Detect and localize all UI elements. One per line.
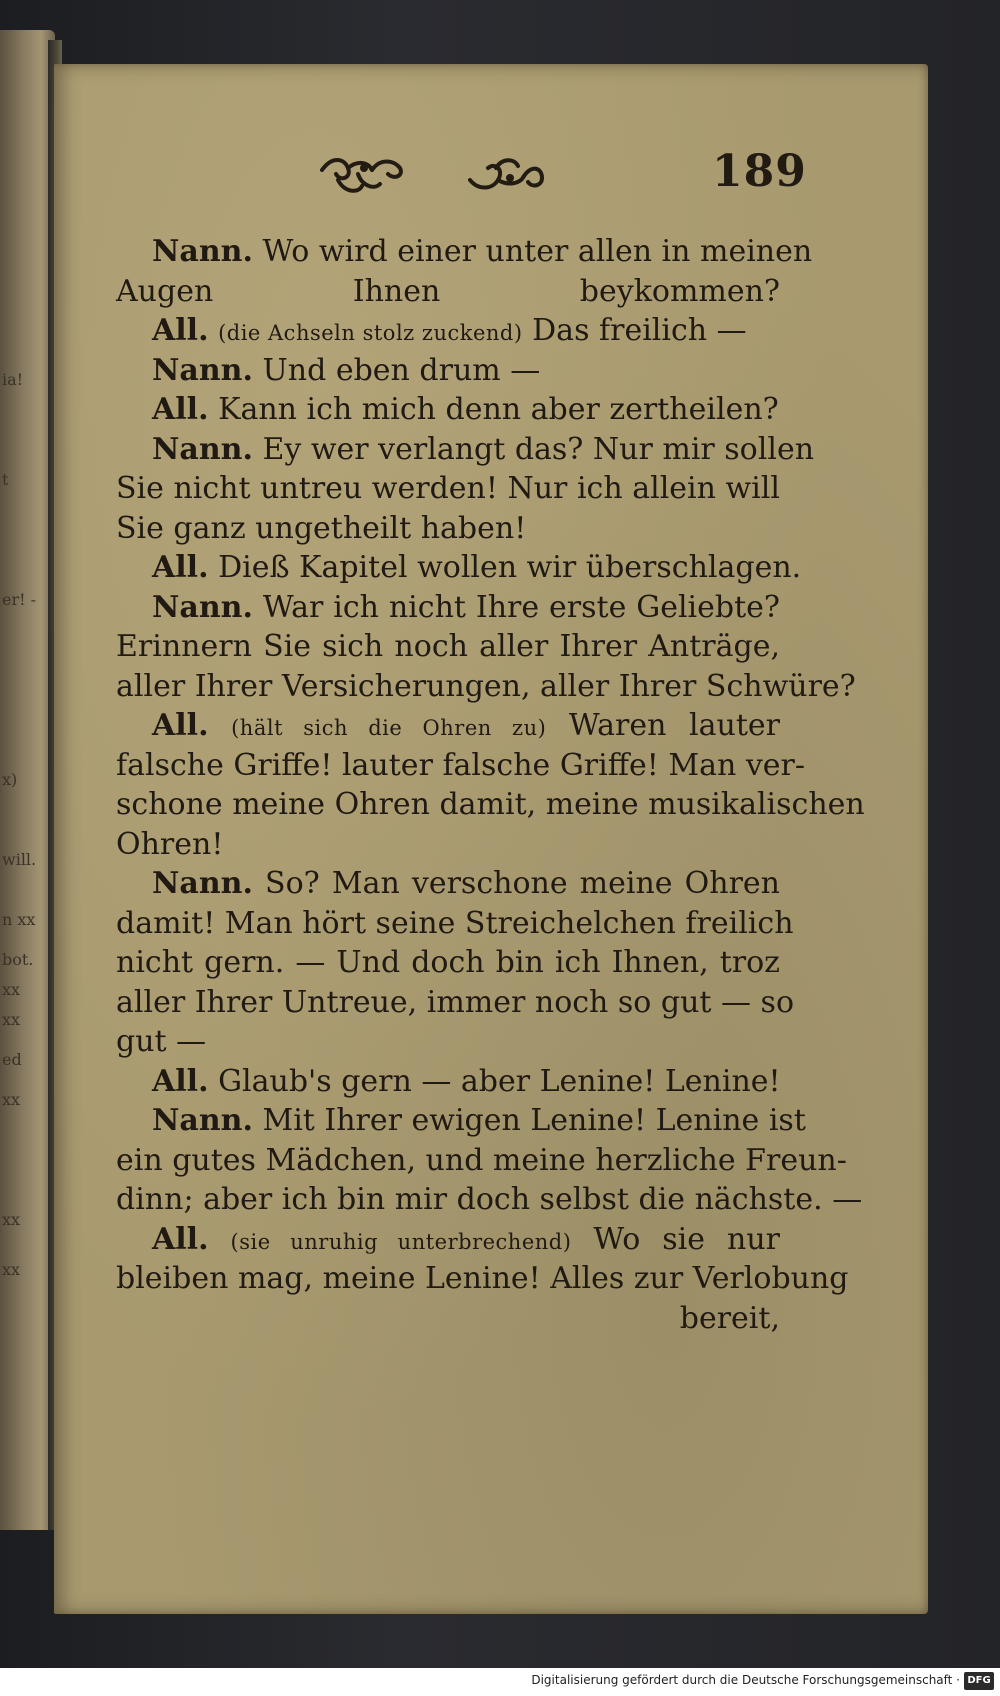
text-line xyxy=(116,509,780,549)
speaker-name: All. xyxy=(152,392,209,427)
footer-bar xyxy=(0,1668,1000,1696)
text-line xyxy=(116,1141,847,1181)
adjacent-page-fragment: x) xyxy=(2,770,18,789)
fleuron-ornament-left-icon xyxy=(318,150,406,198)
text-line xyxy=(116,983,795,1023)
line-text: Augen Ihnen beykommen? xyxy=(116,273,780,309)
line-text: bleiben mag, meine Lenine! Alles zur Verlobung xyxy=(116,1261,849,1296)
page-number: 189 xyxy=(712,146,807,197)
adjacent-page-fragment: xx xyxy=(2,1210,21,1229)
stage-direction: (sie unruhig unterbrechend) xyxy=(230,1229,572,1254)
text-line xyxy=(116,430,815,470)
adjacent-page-fragment: will. xyxy=(2,850,37,869)
line-text: dinn; aber ich bin mir doch selbst die nächste. — xyxy=(116,1182,863,1217)
speaker-name: All. xyxy=(152,708,209,743)
line-text: Sie nicht untreu werden! Nur ich allein will xyxy=(116,471,780,506)
line-text: Kann ich mich denn aber zertheilen? xyxy=(218,392,779,427)
speaker-name: Nann. xyxy=(152,234,253,269)
line-text: ein gutes Mädchen, und meine herzliche Freun- xyxy=(116,1142,847,1178)
line-text: Sie ganz ungetheilt haben! xyxy=(116,510,527,546)
speaker-name: Nann. xyxy=(152,431,253,467)
line-text: Wo wird einer unter allen in meinen xyxy=(262,234,813,269)
text-line xyxy=(116,1101,806,1141)
line-text: aller Ihrer Untreue, immer noch so gut — so xyxy=(116,984,795,1020)
adjacent-page-fragment: bot. xyxy=(2,950,34,969)
speaker-name: Nann. xyxy=(152,1103,253,1138)
speaker-name: All. xyxy=(152,313,209,348)
line-text: gut — xyxy=(116,1024,207,1059)
line-text: Mit Ihrer ewigen Lenine! Lenine ist xyxy=(262,1103,806,1138)
adjacent-page-fragment: n xx xyxy=(2,910,36,929)
adjacent-page-fragment: xx xyxy=(2,1010,21,1029)
line-text: So? Man verschone meine Ohren xyxy=(265,866,780,901)
page-text xyxy=(116,232,865,1338)
text-line xyxy=(116,746,806,786)
line-text: schone meine Ohren damit, meine musikalischen xyxy=(116,787,865,822)
text-line xyxy=(116,904,794,944)
text-line xyxy=(116,469,780,509)
text-line xyxy=(116,351,780,391)
speaker-name: All. xyxy=(152,1063,209,1099)
speaker-name: Nann. xyxy=(152,589,253,625)
stage-direction: (die Achseln stolz zuckend) xyxy=(218,321,523,345)
adjacent-page-fragment: ed xyxy=(2,1050,22,1069)
stage-direction: (hält sich die Ohren zu) xyxy=(231,716,547,740)
speaker-name: Nann. xyxy=(152,866,253,901)
text-line xyxy=(116,627,780,667)
line-text: War ich nicht Ihre erste Geliebte? xyxy=(262,589,780,625)
text-line xyxy=(116,1062,780,1102)
line-text: Ey wer verlangt das? Nur mir sollen xyxy=(262,431,815,467)
adjacent-page-fragment: xx xyxy=(2,1090,21,1109)
text-line xyxy=(116,864,780,904)
speaker-name: All. xyxy=(152,550,209,585)
line-text: aller Ihrer Versicherungen, aller Ihrer Schwüre? xyxy=(116,668,856,704)
line-text: Wo sie nur xyxy=(593,1221,780,1257)
line-text: Und eben drum — xyxy=(262,352,541,388)
dfg-logo-icon: DFG xyxy=(964,1672,994,1690)
line-text: Waren lauter xyxy=(568,708,780,743)
line-text: Das freilich — xyxy=(532,313,747,348)
text-line xyxy=(116,1299,780,1339)
line-text: falsche Griffe! lauter falsche Griffe! Man ver- xyxy=(116,747,806,783)
adjacent-page-fragment: er! - xyxy=(2,590,37,609)
text-line xyxy=(116,311,780,351)
fleuron-ornament-right-icon xyxy=(466,150,546,198)
speaker-name: Nann. xyxy=(152,352,253,388)
adjacent-page-fragment: t xyxy=(2,470,9,489)
text-line xyxy=(116,706,780,746)
line-text: damit! Man hört seine Streichelchen freilich xyxy=(116,905,794,941)
digitization-credit: Digitalisierung gefördert durch die Deutsche Forschungsgemeinschaft · xyxy=(531,1673,960,1687)
speaker-name: All. xyxy=(152,1221,209,1257)
text-line xyxy=(116,588,780,628)
text-line xyxy=(116,785,865,825)
text-line xyxy=(116,390,780,430)
line-text: bereit, xyxy=(679,1300,780,1336)
text-line xyxy=(116,1022,780,1062)
line-text: Erinnern Sie sich noch aller Ihrer Anträge, xyxy=(116,629,780,664)
text-line xyxy=(116,667,856,707)
adjacent-page-fragment: ia! xyxy=(2,370,24,389)
text-line xyxy=(116,1220,780,1260)
line-text: Dieß Kapitel wollen wir überschlagen. xyxy=(218,550,802,585)
line-text: Glaub's gern — aber Lenine! Lenine! xyxy=(218,1063,781,1099)
text-line xyxy=(116,1180,863,1220)
text-line xyxy=(116,272,780,312)
text-line xyxy=(116,825,780,865)
adjacent-page-edge xyxy=(0,30,55,1530)
adjacent-page-fragment: xx xyxy=(2,980,21,999)
line-text: nicht gern. — Und doch bin ich Ihnen, troz xyxy=(116,945,780,980)
text-line xyxy=(116,1259,849,1299)
text-line xyxy=(116,943,780,983)
line-text: Ohren! xyxy=(116,826,224,862)
adjacent-page-fragment: xx xyxy=(2,1260,21,1279)
text-line xyxy=(116,548,802,588)
text-line xyxy=(116,232,813,272)
